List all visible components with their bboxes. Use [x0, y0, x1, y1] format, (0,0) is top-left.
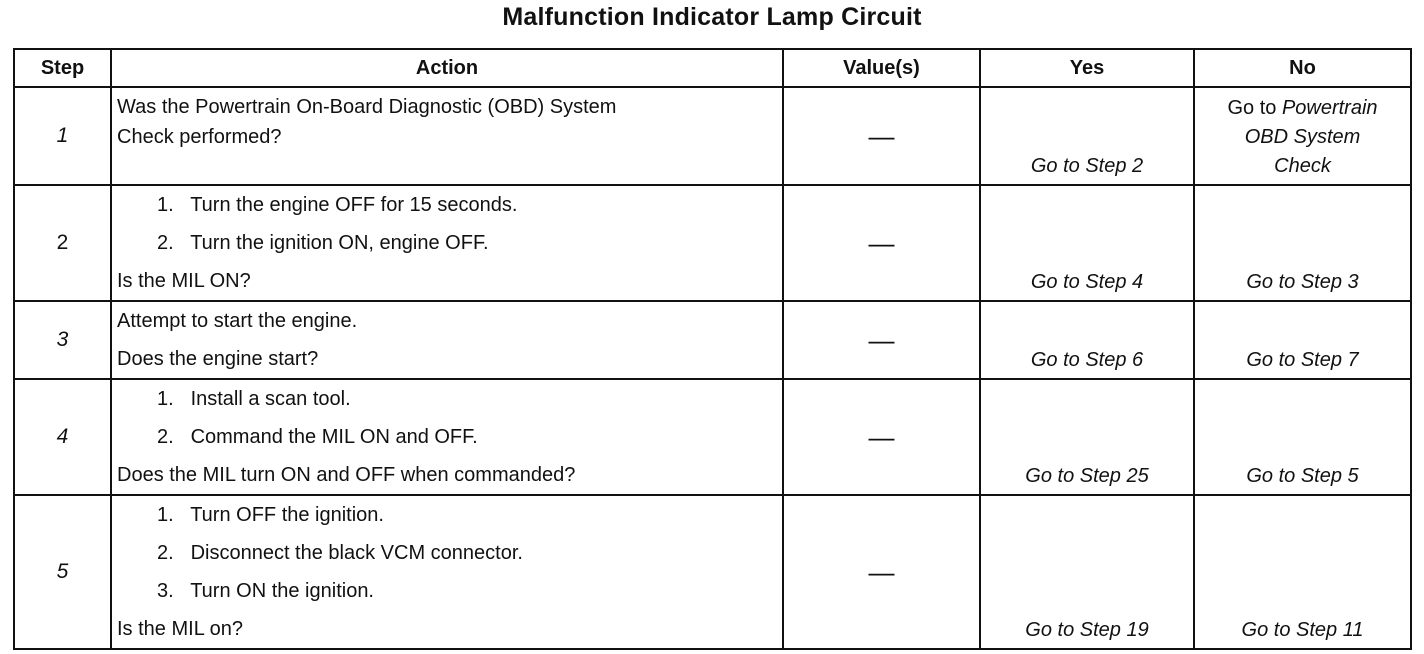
yes-cell: [980, 87, 1194, 185]
value-cell: —: [783, 87, 980, 185]
action-question: Is the MIL ON?: [117, 270, 251, 292]
value-cell: —: [783, 495, 980, 649]
goto-link: Go to Step 2: [1030, 155, 1144, 177]
item-text: Turn the engine OFF for 15 seconds.: [190, 194, 518, 216]
goto-link: Go to Step 3: [1246, 271, 1359, 293]
step-number: 4: [14, 379, 111, 495]
yes-cell: [980, 185, 1194, 301]
header-no: No: [1194, 49, 1411, 87]
goto-link: Powertrain: [1281, 97, 1378, 119]
item-number: 2.: [157, 426, 174, 448]
table-row: [14, 185, 1411, 301]
header-step: Step: [14, 49, 111, 87]
header-action: Action: [111, 49, 783, 87]
goto-link: Go to Step 6: [1030, 349, 1144, 371]
header-yes: Yes: [980, 49, 1194, 87]
goto-link: Go to Step 11: [1241, 619, 1364, 641]
action-item: [117, 224, 782, 262]
item-number: 1.: [157, 388, 174, 410]
table-row: [14, 495, 1411, 649]
action-cell: [111, 87, 783, 185]
action-item: [117, 496, 782, 534]
yes-cell: [980, 495, 1194, 649]
action-text: Attempt to start the engine.: [117, 310, 358, 332]
value-cell: —: [783, 185, 980, 301]
action-text: Was the Powertrain On-Board Diagnostic (OBD) System: [117, 96, 617, 118]
step-number: 2: [14, 185, 111, 301]
goto-link: Go to Step 5: [1246, 465, 1359, 487]
yes-cell: [980, 379, 1194, 495]
goto-link: Check: [1274, 155, 1331, 177]
item-text: Turn the ignition ON, engine OFF.: [190, 232, 489, 254]
goto-link: Go to Step 4: [1030, 271, 1144, 293]
item-text: Install a scan tool.: [190, 388, 351, 410]
action-question: Does the MIL turn ON and OFF when commanded?: [117, 464, 576, 486]
page-title: Malfunction Indicator Lamp Circuit: [502, 3, 922, 31]
yes-cell: [980, 301, 1194, 379]
table-row: [14, 379, 1411, 495]
value-cell: —: [783, 379, 980, 495]
step-number: 5: [14, 495, 111, 649]
step-number: 1: [14, 87, 111, 185]
header-row: [14, 49, 1411, 87]
action-text: Check performed?: [117, 126, 282, 148]
header-values: Value(s): [783, 49, 980, 87]
item-number: 1.: [157, 504, 174, 526]
action-cell: [111, 185, 783, 301]
action-cell: [111, 301, 783, 379]
no-cell: [1194, 87, 1411, 185]
diagnostic-table: [13, 48, 1412, 650]
no-cell: [1194, 301, 1411, 379]
table-row: [14, 301, 1411, 379]
action-item: [117, 572, 782, 610]
action-item: [117, 534, 782, 572]
item-number: 3.: [157, 580, 174, 602]
goto-prefix: Go to: [1227, 97, 1277, 119]
action-item: [117, 186, 782, 224]
item-number: 2.: [157, 542, 174, 564]
action-item: [117, 380, 782, 418]
goto-link: Go to Step 7: [1246, 349, 1359, 371]
action-item: [117, 418, 782, 456]
goto-link: Go to Step 25: [1025, 465, 1149, 487]
no-cell: [1194, 185, 1411, 301]
action-cell: [111, 495, 783, 649]
step-number: 3: [14, 301, 111, 379]
item-text: Disconnect the black VCM connector.: [190, 542, 523, 564]
action-question: Does the engine start?: [117, 348, 319, 370]
no-cell: [1194, 495, 1411, 649]
action-question: Is the MIL on?: [117, 618, 243, 640]
item-text: Turn ON the ignition.: [190, 580, 374, 602]
item-text: Turn OFF the ignition.: [190, 504, 384, 526]
value-cell: —: [783, 301, 980, 379]
action-cell: [111, 379, 783, 495]
goto-link: OBD System: [1244, 126, 1361, 148]
no-cell: [1194, 379, 1411, 495]
item-number: 1.: [157, 194, 174, 216]
goto-link: Go to Step 19: [1025, 619, 1149, 641]
item-text: Command the MIL ON and OFF.: [190, 426, 478, 448]
table-row: [14, 87, 1411, 185]
item-number: 2.: [157, 232, 174, 254]
